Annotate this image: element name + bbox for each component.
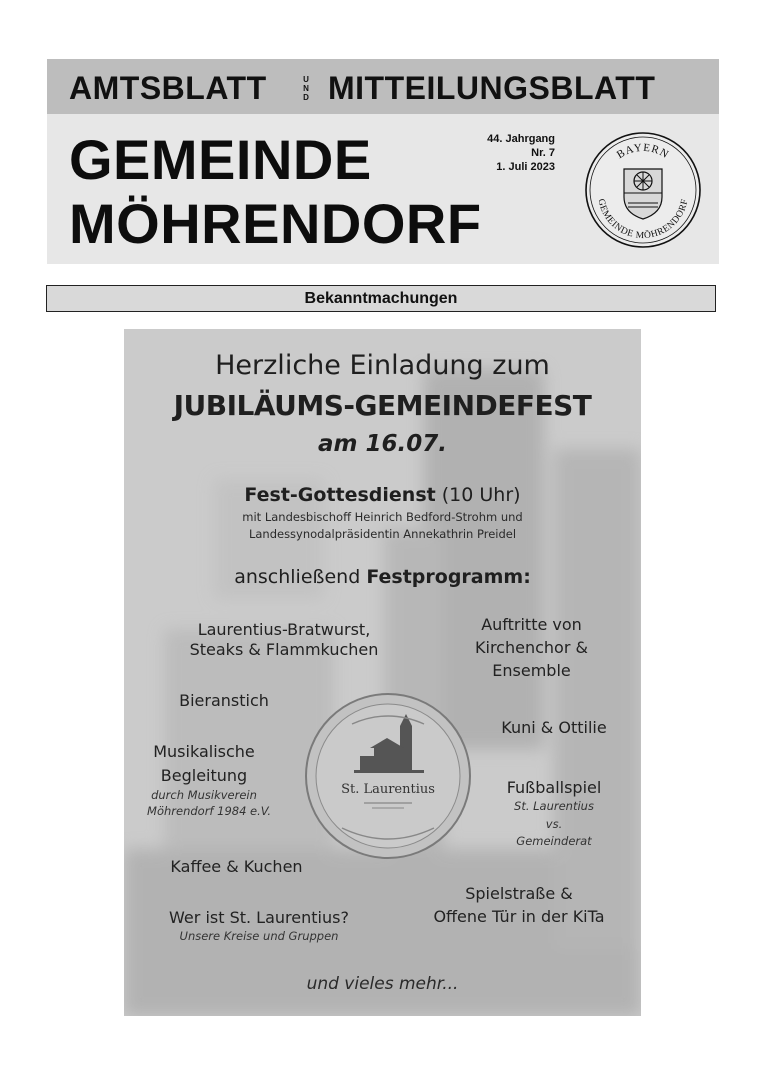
festival-poster: [124, 329, 641, 1016]
poster-item-wer-sub: Unsere Kreise und Gruppen: [179, 929, 339, 943]
masthead: [47, 59, 719, 264]
gottesdienst-title: Fest-Gottesdienst: [244, 484, 436, 506]
poster-heading-invitation: Herzliche Einladung zum: [215, 350, 550, 381]
poster-gottesdienst: [124, 483, 641, 507]
masthead-title-gemeinde: GEMEINDE: [69, 128, 372, 191]
poster-gottesdienst-sub1: mit Landesbischoff Heinrich Bedford-Strohm und: [242, 510, 523, 524]
poster-heading-date: am 16.07.: [318, 431, 447, 457]
poster-gottesdienst-sub2: Landessynodalpräsidentin Annekathrin Preidel: [248, 527, 517, 541]
poster-item-auftritte-3: Ensemble: [492, 661, 571, 680]
poster-item-musik-sub-2: Möhrendorf 1984 e.V.: [147, 804, 271, 818]
laurentius-badge: [302, 690, 474, 862]
poster-item-auftritte-1: Auftritte von: [481, 615, 582, 634]
poster-heading-festival: JUBILÄUMS-GEMEINDEFEST: [173, 389, 592, 422]
und-letter: N: [303, 84, 309, 93]
poster-item-fussball-sub-2: vs.: [545, 817, 563, 831]
seal-bottom-text: GEMEINDE MÖHRENDORF: [595, 197, 691, 242]
poster-item-auftritte-2: Kirchenchor &: [475, 638, 588, 657]
issue-number: Nr. 7: [531, 147, 555, 159]
masthead-mitteilungsblatt: MITTEILUNGSBLATT: [328, 70, 656, 106]
masthead-und: [299, 75, 313, 102]
poster-item-musik-sub-1: durch Musikverein: [151, 788, 257, 802]
und-letter: U: [303, 75, 309, 84]
seal-top-text: BAYERN: [614, 141, 672, 162]
masthead-amtsblatt: AMTSBLATT: [69, 70, 267, 106]
poster-item-wer: Wer ist St. Laurentius?: [169, 908, 349, 927]
issue-date: 1. Juli 2023: [496, 161, 555, 173]
und-letter: D: [303, 93, 309, 102]
poster-programm: [124, 565, 641, 589]
poster-item-kuni: Kuni & Ottilie: [501, 718, 607, 737]
poster-item-musik-1: Musikalische: [153, 742, 255, 761]
poster-item-spiel-2: Offene Tür in der KiTa: [433, 907, 605, 926]
programm-title: Festprogramm:: [366, 566, 531, 588]
poster-item-fussball-sub-1: St. Laurentius: [514, 799, 594, 813]
badge-name: St. Laurentius: [341, 782, 435, 797]
poster-item-fussball: Fußballspiel: [506, 778, 602, 797]
poster-item-bieranstich: Bieranstich: [179, 691, 269, 710]
poster-closing: und vieles mehr...: [306, 974, 459, 994]
poster-item-bratwurst-2: Steaks & Flammkuchen: [189, 640, 379, 659]
issue-jahrgang: 44. Jahrgang: [487, 133, 555, 145]
masthead-title-moehrendorf: MÖHRENDORF: [69, 192, 482, 255]
poster-item-kaffee: Kaffee & Kuchen: [170, 857, 303, 876]
issue-info: [477, 132, 555, 174]
programm-prefix: anschließend: [234, 566, 367, 588]
municipal-seal: [584, 131, 702, 249]
poster-item-musik-2: Begleitung: [160, 766, 248, 785]
poster-item-spiel-1: Spielstraße &: [465, 884, 573, 903]
poster-item-bratwurst-1: Laurentius-Bratwurst,: [197, 620, 371, 639]
poster-item-fussball-sub-3: Gemeinderat: [516, 834, 592, 848]
masthead-top-band: [47, 59, 719, 114]
section-header: Bekanntmachungen: [46, 285, 716, 312]
gottesdienst-time: (10 Uhr): [435, 484, 521, 506]
